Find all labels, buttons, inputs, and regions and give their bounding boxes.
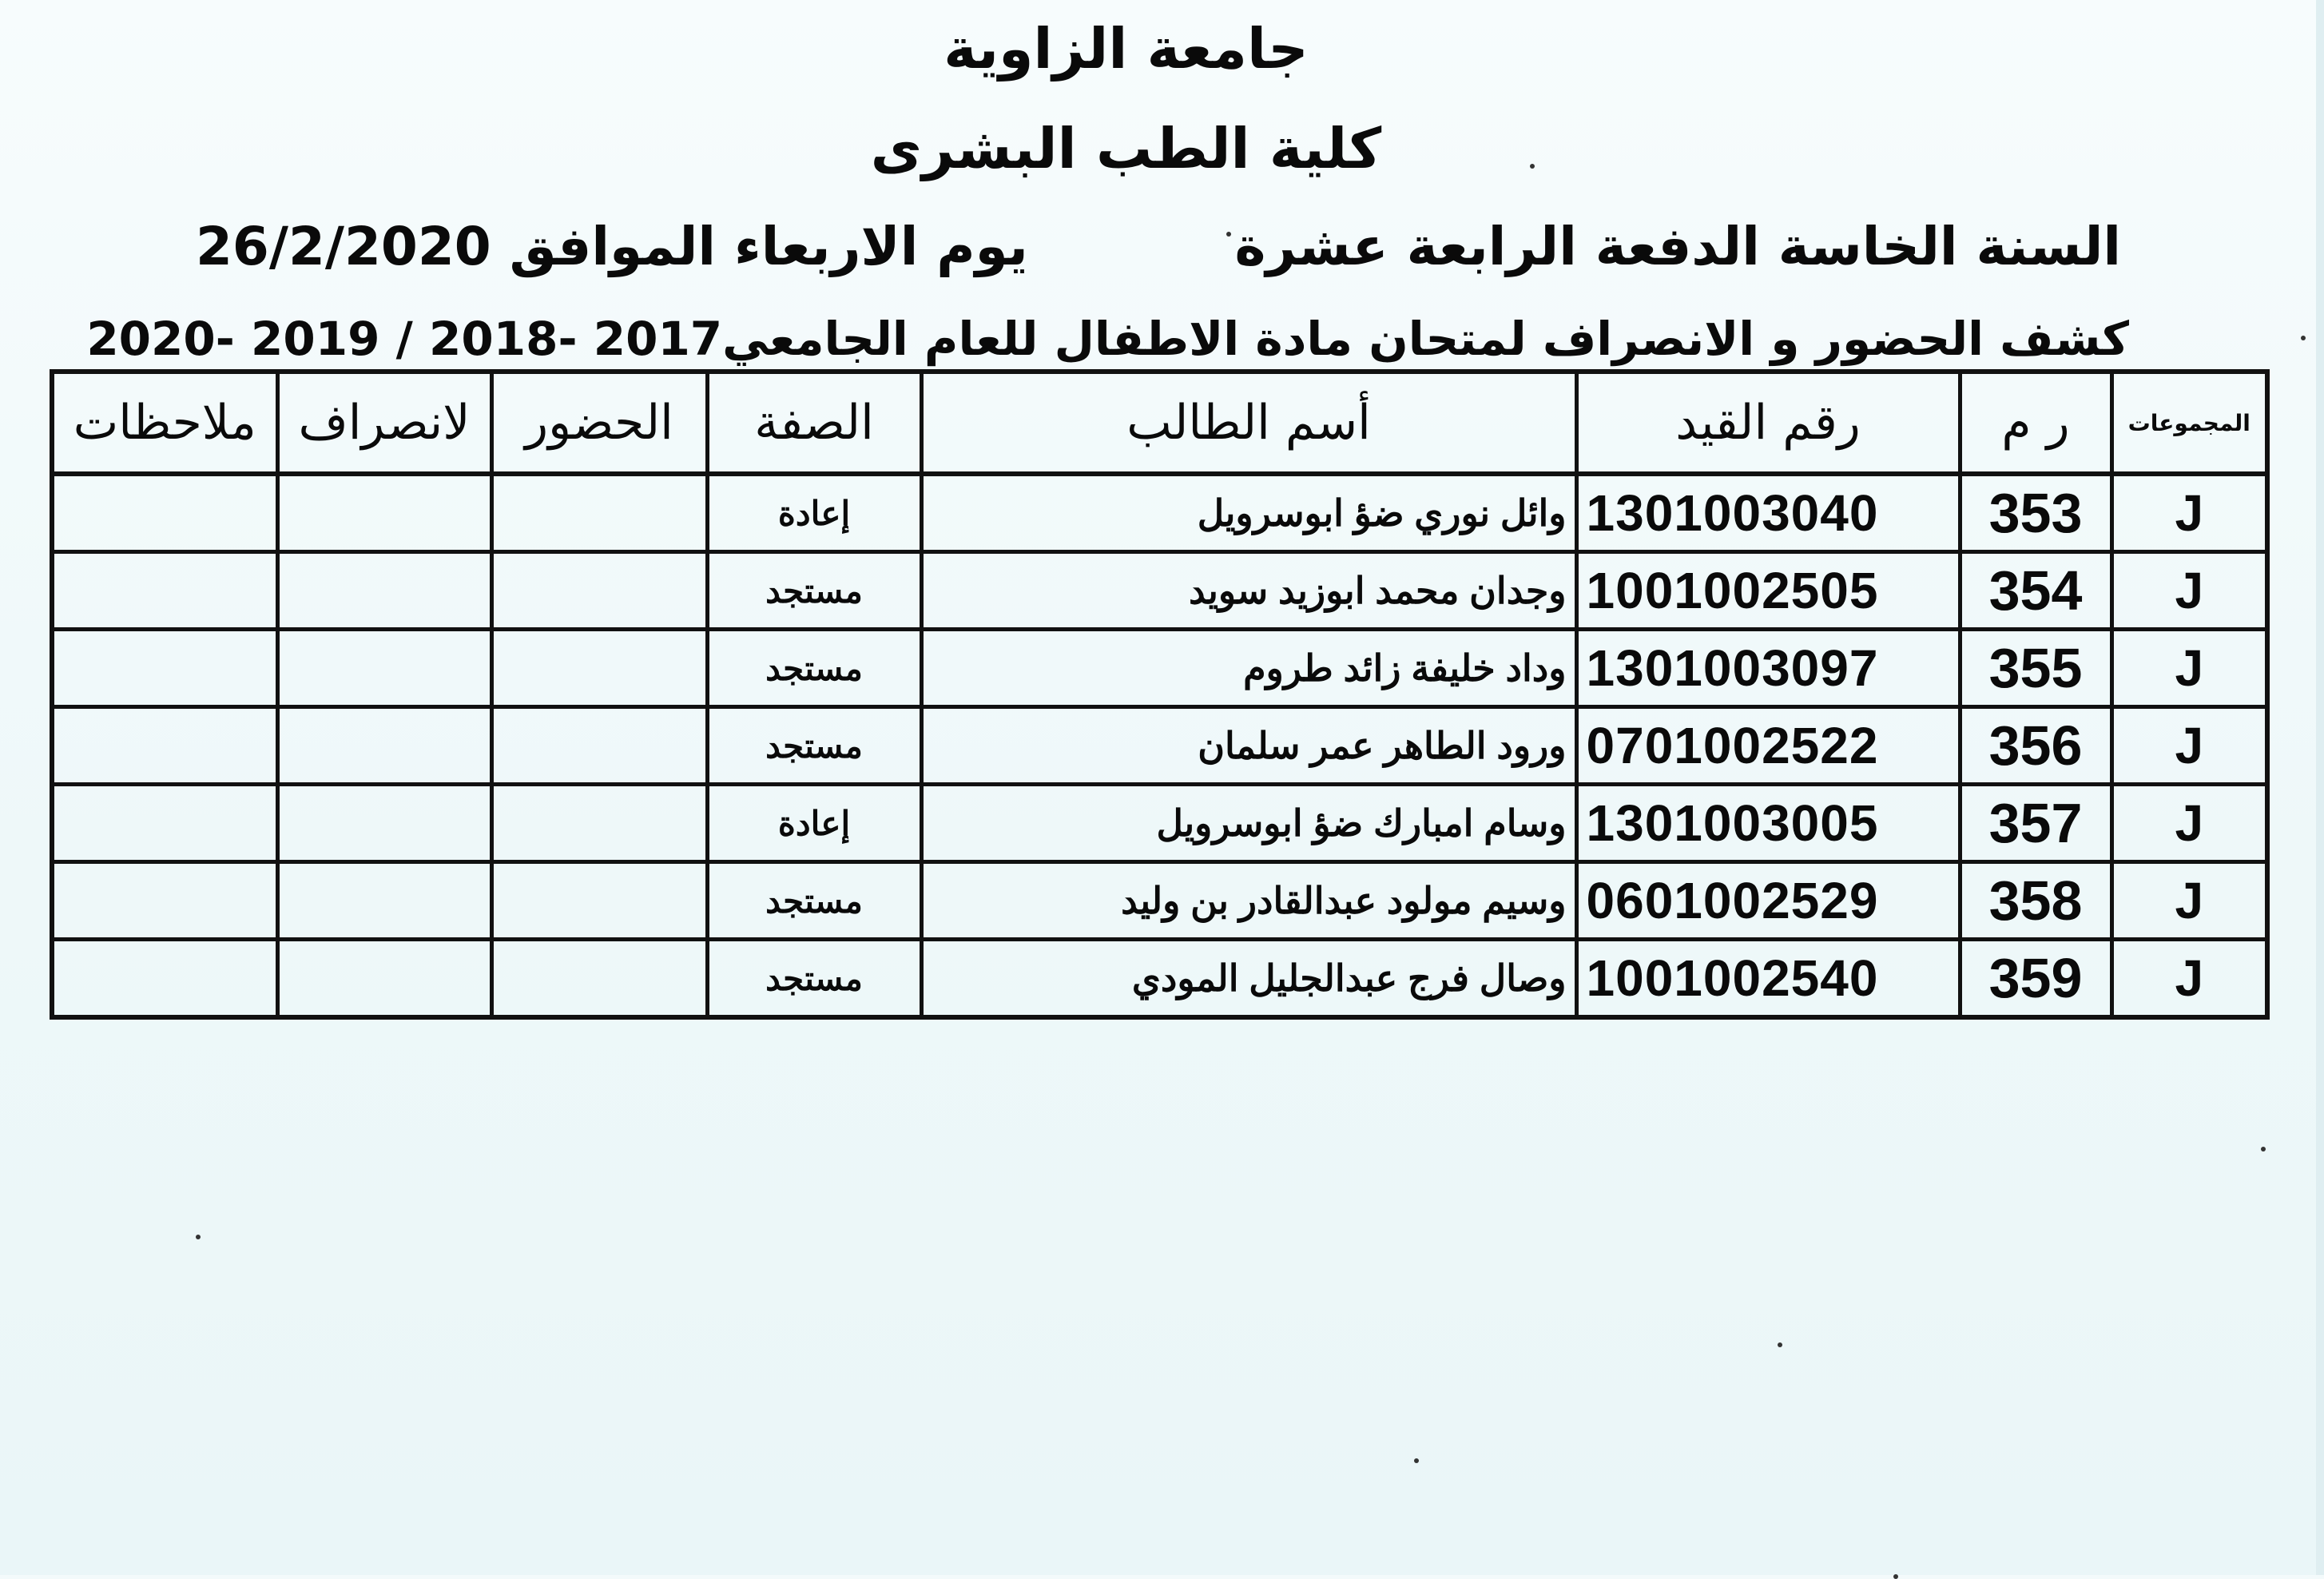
- table-row: [52, 552, 2267, 630]
- serial-cell: 358: [1960, 862, 2111, 940]
- registration-cell: 1001002505: [1576, 552, 1960, 630]
- status-cell: مستجد: [707, 707, 921, 785]
- departure-cell: [277, 630, 491, 707]
- serial-cell: 353: [1960, 474, 2111, 552]
- table-row: [52, 630, 2267, 707]
- notes-cell: [52, 474, 277, 552]
- column-header-student-name: أسم الطالب: [921, 372, 1576, 474]
- table-row: [52, 474, 2267, 552]
- column-header-departure: لانصراف: [277, 372, 491, 474]
- student-name-cell: وسيم مولود عبدالقادر بن وليد: [921, 862, 1576, 940]
- student-name-cell: وائل نوري ضؤ ابوسرويل: [921, 474, 1576, 552]
- column-header-attendance: الحضور: [491, 372, 707, 474]
- column-header-groups: المجموعات: [2111, 372, 2267, 474]
- attendance-table: [50, 369, 2270, 1020]
- notes-cell: [52, 785, 277, 862]
- notes-cell: [52, 552, 277, 630]
- group-cell: J: [2111, 474, 2267, 552]
- serial-cell: 354: [1960, 552, 2111, 630]
- group-cell: J: [2111, 707, 2267, 785]
- registration-cell: 1301003005: [1576, 785, 1960, 862]
- status-cell: إعادة: [707, 474, 921, 552]
- student-name-cell: ورود الطاهر عمر سلمان: [921, 707, 1576, 785]
- table-row: [52, 785, 2267, 862]
- registration-cell: 1301003097: [1576, 630, 1960, 707]
- registration-cell: 1301003040: [1576, 474, 1960, 552]
- attendance-cell: [491, 630, 707, 707]
- serial-cell: 357: [1960, 785, 2111, 862]
- registration-cell: 0601002529: [1576, 862, 1960, 940]
- university-title: جامعة الزاوية: [944, 16, 1309, 82]
- scan-speck: [2301, 336, 2306, 340]
- status-cell: مستجد: [707, 862, 921, 940]
- student-name-cell: وداد خليفة زائد طروم: [921, 630, 1576, 707]
- attendance-cell: [491, 707, 707, 785]
- column-header-notes: ملاحظات: [52, 372, 277, 474]
- departure-cell: [277, 707, 491, 785]
- departure-cell: [277, 940, 491, 1018]
- registration-cell: 1001002540: [1576, 940, 1960, 1018]
- attendance-cell: [491, 552, 707, 630]
- status-cell: مستجد: [707, 630, 921, 707]
- student-name-cell: وجدان محمد ابوزيد سويد: [921, 552, 1576, 630]
- student-name-cell: وسام امبارك ضؤ ابوسرويل: [921, 785, 1576, 862]
- scan-speck: [1530, 164, 1535, 169]
- notes-cell: [52, 630, 277, 707]
- status-cell: مستجد: [707, 940, 921, 1018]
- notes-cell: [52, 707, 277, 785]
- column-header-registration: رقم القيد: [1576, 372, 1960, 474]
- departure-cell: [277, 785, 491, 862]
- column-header-status: الصفة: [707, 372, 921, 474]
- column-header-serial: ر م: [1960, 372, 2111, 474]
- student-name-cell: وصال فرج عبدالجليل المودي: [921, 940, 1576, 1018]
- serial-cell: 355: [1960, 630, 2111, 707]
- exam-date-text: يوم الاربعاء الموافق 26/2/2020: [196, 216, 1028, 277]
- group-cell: J: [2111, 630, 2267, 707]
- attendance-cell: [491, 474, 707, 552]
- serial-cell: 356: [1960, 707, 2111, 785]
- table-header-row: [52, 372, 2267, 474]
- faculty-title: كلية الطب البشرى: [870, 116, 1382, 181]
- departure-cell: [277, 862, 491, 940]
- scan-speck: [1414, 1458, 1419, 1463]
- attendance-cell: [491, 785, 707, 862]
- group-cell: J: [2111, 785, 2267, 862]
- registration-cell: 0701002522: [1576, 707, 1960, 785]
- scan-speck: [1226, 232, 1231, 237]
- group-cell: J: [2111, 862, 2267, 940]
- group-cell: J: [2111, 940, 2267, 1018]
- table-row: [52, 707, 2267, 785]
- status-cell: إعادة: [707, 785, 921, 862]
- serial-cell: 359: [1960, 940, 2111, 1018]
- status-cell: مستجد: [707, 552, 921, 630]
- attendance-cell: [491, 862, 707, 940]
- table-row: [52, 940, 2267, 1018]
- notes-cell: [52, 940, 277, 1018]
- table-row: [52, 862, 2267, 940]
- scan-speck: [1778, 1342, 1782, 1347]
- attendance-cell: [491, 940, 707, 1018]
- departure-cell: [277, 552, 491, 630]
- scan-speck: [2261, 1147, 2266, 1151]
- departure-cell: [277, 474, 491, 552]
- notes-cell: [52, 862, 277, 940]
- sheet-title: كشف الحضور و الانصراف لمتحان مادة الاطفال للعام الجامعي2017 -2018 / 2019 -2020: [86, 312, 2129, 366]
- group-cell: J: [2111, 552, 2267, 630]
- scan-speck: [196, 1235, 201, 1239]
- paper-edge: [2316, 0, 2324, 1575]
- year-batch-text: السنة الخاسة الدفعة الرابعة عشرة: [1234, 216, 2121, 277]
